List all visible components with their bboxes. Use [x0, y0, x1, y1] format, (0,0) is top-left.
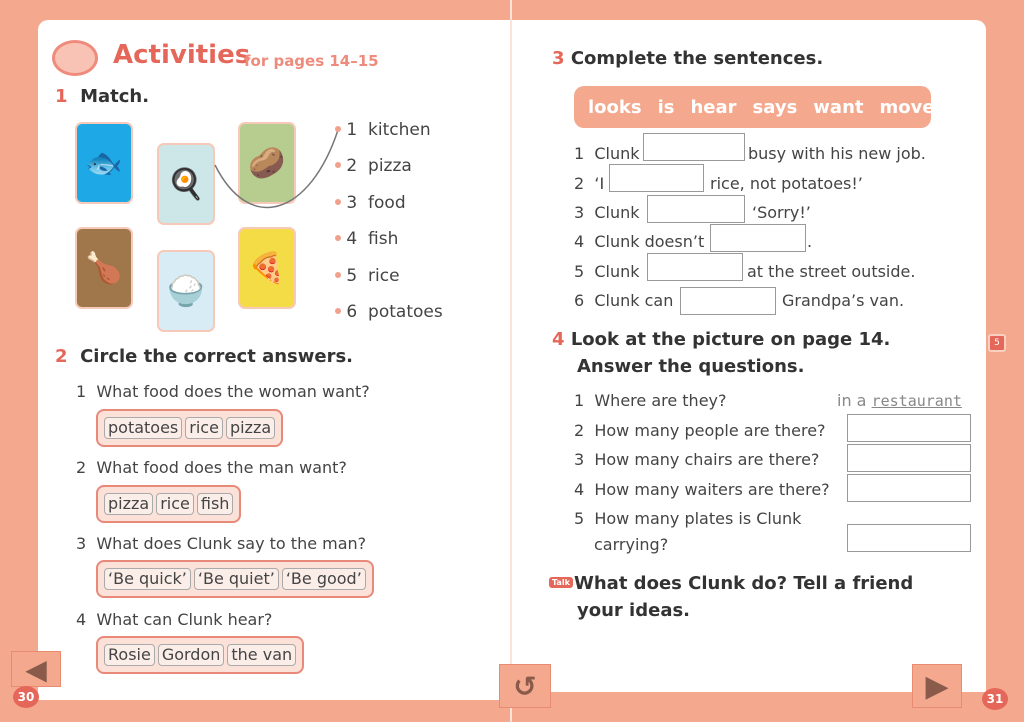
example-answer: in a restaurant	[837, 391, 962, 410]
back-button[interactable]	[499, 664, 551, 708]
ex1-number: 1	[55, 86, 68, 107]
sentence-end: at the street outside.	[747, 262, 916, 281]
ex2-number: 2	[55, 346, 68, 367]
ex3-number: 3	[552, 48, 565, 69]
pizza-picture: 🍕	[238, 227, 296, 309]
sentence: 3 Clunk	[574, 203, 640, 222]
question: 3 How many chairs are there?	[574, 450, 820, 469]
ex1-heading: Match.	[80, 86, 150, 107]
blank-input[interactable]	[643, 133, 745, 161]
sentence-end: rice, not potatoes!’	[710, 174, 863, 193]
ex2-heading: Circle the correct answers.	[80, 346, 354, 367]
match-line	[210, 125, 345, 220]
match-word: 4 fish	[335, 229, 443, 265]
blank-input[interactable]	[609, 164, 704, 192]
option[interactable]: pizza	[226, 417, 275, 439]
match-word: 5 rice	[335, 266, 443, 302]
option[interactable]: Gordon	[158, 644, 225, 666]
sentence-end: ‘Sorry!’	[752, 203, 811, 222]
question: 1 Where are they?	[574, 391, 727, 410]
blank-input[interactable]	[680, 287, 776, 315]
word: want	[813, 96, 864, 118]
rice-picture: 🍚	[157, 250, 215, 332]
option[interactable]: rice	[185, 417, 223, 439]
option[interactable]: potatoes	[104, 417, 182, 439]
word: hear	[690, 96, 737, 118]
page-number-left: 30	[13, 686, 39, 708]
answer-input[interactable]	[847, 414, 971, 442]
answer-input[interactable]	[847, 444, 971, 472]
potatoes-picture: 🥔	[238, 122, 296, 204]
question: 1 What food does the woman want?	[76, 382, 370, 401]
option[interactable]: rice	[156, 493, 194, 515]
question: 4 How many waiters are there?	[574, 480, 830, 499]
ex4-number: 4	[552, 329, 565, 350]
talk-badge-icon: Talk	[549, 577, 573, 588]
page-subtitle: for pages 14–15	[244, 52, 379, 70]
option[interactable]: Rosie	[104, 644, 155, 666]
sentence: 4 Clunk doesn’t	[574, 232, 705, 251]
page-title: Activities	[113, 40, 251, 70]
ex4-heading: Look at the picture on page 14.	[570, 329, 891, 350]
sentence-end: .	[807, 232, 813, 251]
question: 2 What food does the man want?	[76, 458, 347, 477]
prev-page-button[interactable]	[11, 651, 61, 687]
word: says	[752, 96, 798, 118]
sentence: 1 Clunk	[574, 144, 640, 163]
match-word-list	[335, 120, 443, 338]
page-number-right: 31	[982, 688, 1008, 710]
next-page-button[interactable]	[912, 664, 962, 708]
answer-options	[96, 485, 241, 523]
sentence: 2 ‘I	[574, 174, 605, 193]
sentence-end: Grandpa’s van.	[782, 291, 905, 310]
option[interactable]: ‘Be quiet’	[194, 568, 279, 590]
arrow-left-icon: ◀	[25, 652, 47, 686]
question: 3 What does Clunk say to the man?	[76, 534, 367, 553]
sentence-end: busy with his new job.	[748, 144, 926, 163]
answer-options	[96, 560, 374, 598]
match-word: 6 potatoes	[335, 302, 443, 338]
ex4-heading-2: Answer the questions.	[577, 356, 805, 377]
ex3-heading: Complete the sentences.	[570, 48, 824, 69]
talk-prompt-2: your ideas.	[577, 600, 691, 621]
match-word: 1 kitchen	[335, 120, 443, 156]
blank-input[interactable]	[647, 195, 745, 223]
food-picture: 🍗	[75, 227, 133, 309]
word: move	[879, 96, 935, 118]
unit-tab[interactable]: 5	[988, 334, 1006, 352]
option[interactable]: ‘Be quick’	[104, 568, 191, 590]
question: 4 What can Clunk hear?	[76, 610, 273, 629]
sentence: 6 Clunk can	[574, 291, 674, 310]
match-word: 3 food	[335, 193, 443, 229]
word-bank	[574, 86, 935, 128]
talk-prompt: What does Clunk do? Tell a friend	[574, 573, 914, 594]
option[interactable]: pizza	[104, 493, 153, 515]
blank-input[interactable]	[710, 224, 806, 252]
blank-input[interactable]	[647, 253, 743, 281]
u-turn-icon: ↺	[513, 669, 537, 703]
answer-options	[96, 636, 304, 674]
kitchen-picture: 🍳	[157, 143, 215, 225]
answer-input[interactable]	[847, 474, 971, 502]
answer-input[interactable]	[847, 524, 971, 552]
option[interactable]: ‘Be good’	[282, 568, 366, 590]
flower-logo-icon	[52, 40, 98, 76]
word: is	[657, 96, 675, 118]
arrow-right-icon: ▶	[925, 668, 949, 704]
word: looks	[588, 96, 642, 118]
question: 2 How many people are there?	[574, 421, 826, 440]
question-cont: carrying?	[594, 535, 669, 554]
sentence: 5 Clunk	[574, 262, 640, 281]
option[interactable]: fish	[197, 493, 234, 515]
match-word: 2 pizza	[335, 156, 443, 192]
question: 5 How many plates is Clunk	[574, 509, 802, 528]
option[interactable]: the van	[227, 644, 296, 666]
answer-options	[96, 409, 283, 447]
fish-picture: 🐟	[75, 122, 133, 204]
